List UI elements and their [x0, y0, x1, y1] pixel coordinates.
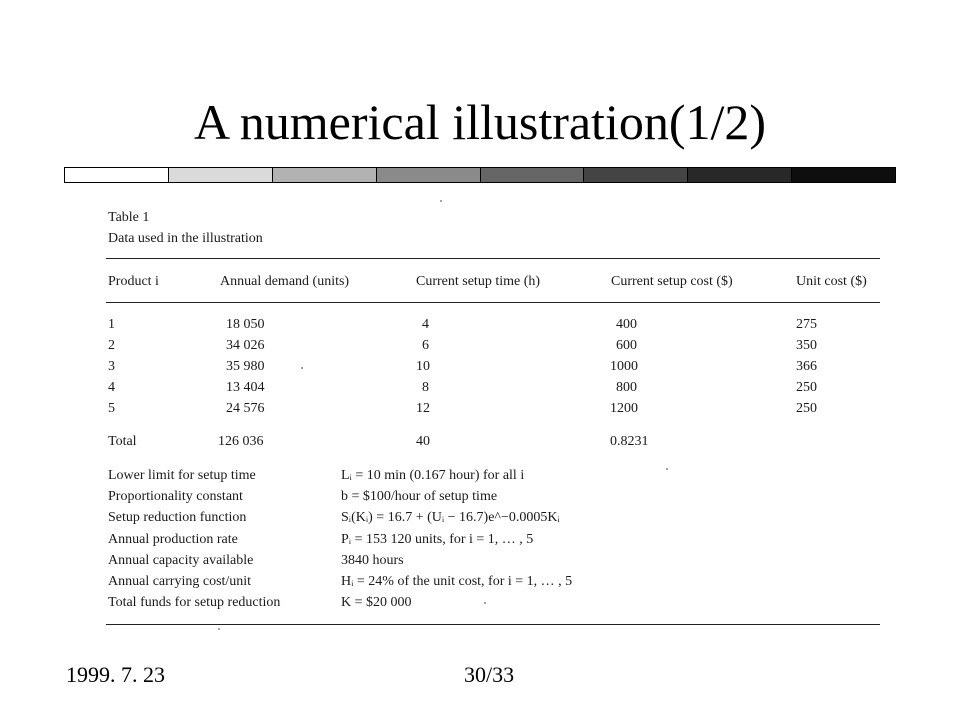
param-value: Sᵢ(Kᵢ) = 16.7 + (Uᵢ − 16.7)e^−0.0005Kᵢ: [341, 510, 560, 525]
header-rule: [106, 302, 880, 303]
header-annual-demand: Annual demand (units): [220, 274, 350, 289]
param-label: Lower limit for setup time: [108, 468, 256, 483]
color-swatch: [792, 168, 895, 182]
scan-speck: [666, 468, 668, 470]
header-unit-cost: Unit cost ($): [796, 274, 867, 289]
cell-setup-cost: 1000: [610, 359, 638, 374]
cell-demand: 24 576: [226, 401, 265, 416]
gradient-color-bar: [64, 167, 896, 183]
cell-setup-time: 8: [422, 380, 429, 395]
slide-page-number: 30/33: [464, 662, 515, 687]
scan-speck: [484, 602, 486, 604]
total-label: Total: [108, 434, 137, 449]
cell-product: 1: [108, 317, 115, 332]
param-value: Pᵢ = 153 120 units, for i = 1, … , 5: [341, 532, 534, 547]
cell-unit-cost: 250: [796, 380, 817, 395]
cell-setup-cost: 600: [616, 338, 637, 353]
color-swatch: [65, 168, 169, 182]
total-demand: 126 036: [218, 434, 264, 449]
cell-demand: 13 404: [226, 380, 265, 395]
color-swatch: [377, 168, 481, 182]
cell-demand: 18 050: [226, 317, 265, 332]
cell-unit-cost: 350: [796, 338, 817, 353]
cell-product: 5: [108, 401, 115, 416]
total-setup-time: 40: [416, 434, 430, 449]
cell-demand: 34 026: [226, 338, 265, 353]
param-value: b = $100/hour of setup time: [341, 489, 498, 504]
cell-unit-cost: 366: [796, 359, 817, 374]
param-label: Total funds for setup reduction: [108, 595, 281, 610]
cell-setup-cost: 800: [616, 380, 637, 395]
slide-date: 1999. 7. 23: [66, 662, 165, 687]
scan-speck: [301, 367, 303, 369]
color-swatch: [169, 168, 273, 182]
cell-unit-cost: 250: [796, 401, 817, 416]
param-value: Lᵢ = 10 min (0.167 hour) for all i: [341, 468, 525, 483]
color-swatch: [584, 168, 688, 182]
cell-demand: 35 980: [226, 359, 265, 374]
cell-unit-cost: 275: [796, 317, 817, 332]
param-value: Hᵢ = 24% of the unit cost, for i = 1, … , 5: [341, 574, 573, 589]
param-label: Annual carrying cost/unit: [108, 574, 252, 589]
table-caption-text: Data used in the illustration: [108, 231, 263, 246]
header-product: Product i: [108, 274, 159, 289]
color-swatch: [273, 168, 377, 182]
cell-product: 4: [108, 380, 115, 395]
scan-speck: [218, 628, 220, 630]
header-setup-cost: Current setup cost ($): [611, 274, 733, 289]
param-label: Proportionality constant: [108, 489, 243, 504]
cell-setup-time: 6: [422, 338, 429, 353]
param-value: 3840 hours: [341, 553, 404, 568]
color-swatch: [688, 168, 792, 182]
param-label: Annual capacity available: [108, 553, 254, 568]
param-label: Annual production rate: [108, 532, 238, 547]
top-rule: [106, 258, 880, 259]
cell-setup-cost: 1200: [610, 401, 638, 416]
header-setup-time: Current setup time (h): [416, 274, 541, 289]
param-label: Setup reduction function: [108, 510, 247, 525]
cell-setup-cost: 400: [616, 317, 637, 332]
cell-setup-time: 4: [422, 317, 429, 332]
cell-product: 3: [108, 359, 115, 374]
cell-product: 2: [108, 338, 115, 353]
bottom-rule: [106, 624, 880, 625]
table-caption-number: Table 1: [108, 210, 150, 225]
total-setup-cost: 0.8231: [610, 434, 649, 449]
scanned-table: [106, 204, 882, 634]
slide-title: A numerical illustration(1/2): [193, 94, 767, 150]
color-swatch: [481, 168, 585, 182]
scan-speck: [440, 200, 442, 202]
param-value: K = $20 000: [341, 595, 412, 610]
cell-setup-time: 10: [416, 359, 430, 374]
cell-setup-time: 12: [416, 401, 430, 416]
